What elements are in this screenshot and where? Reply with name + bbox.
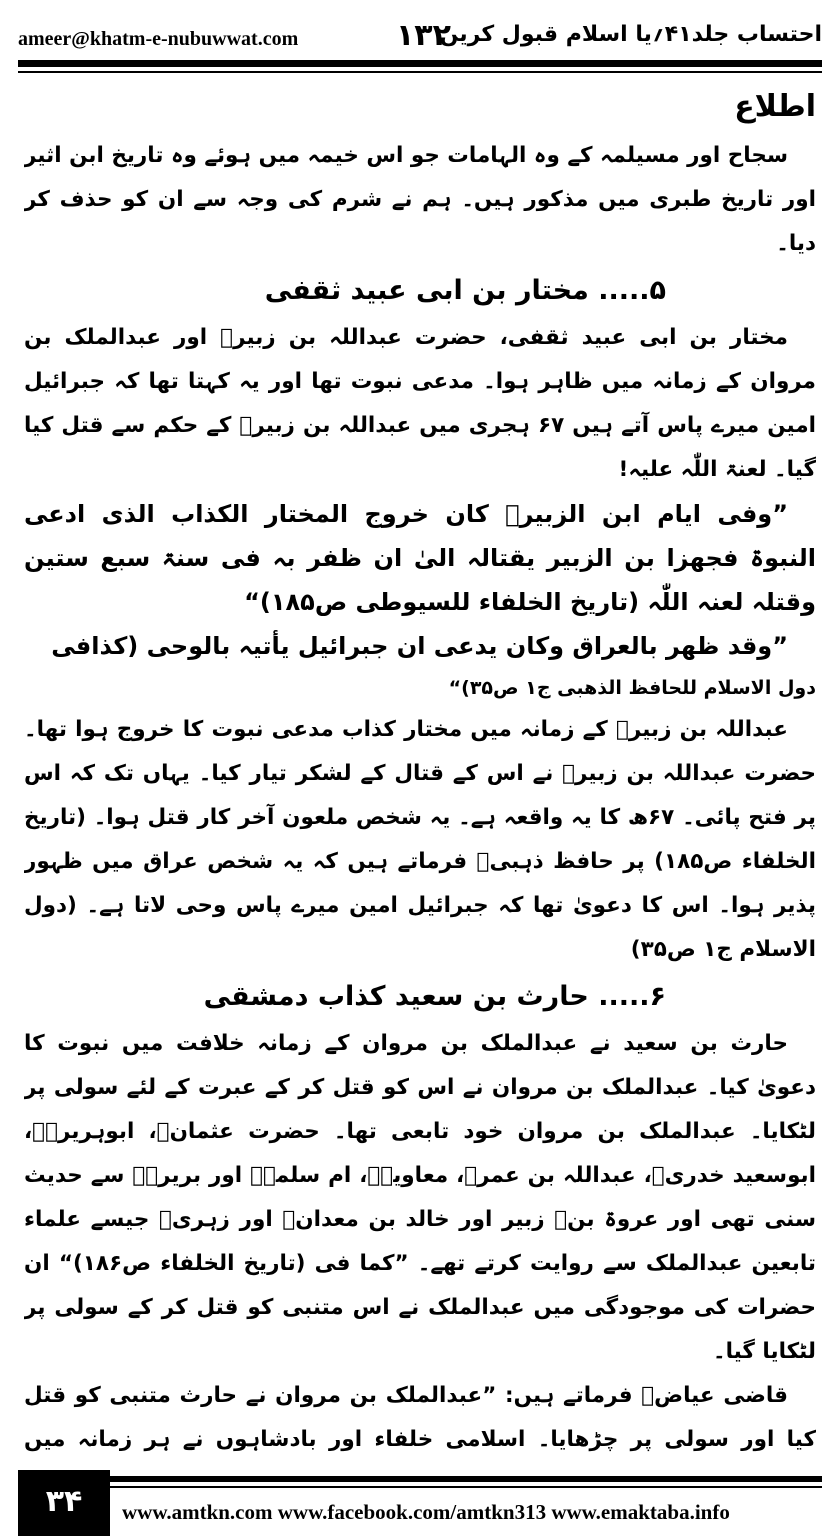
page-content bbox=[24, 80, 816, 1460]
footer-rule-thin bbox=[18, 1486, 822, 1488]
section-5-paragraph-2: عبداللہ بن زبیرؓ کے زمانہ میں مختار کذاب مدعی نبوت کا خروج ہوا تھا۔ حضرت عبداللہ بن زبیرؓ نے اس کے قتال کے لشکر تیار کیا۔ یہاں تک کہ اس پر فتح پائی۔ ۶۷ھ کا یہ واقعہ ہے۔ یہ شخص ملعون آخر کار قتل ہوا۔ (تاریخ الخلفاء ص۱۸۵) پر حافظ ذہبیؒ فرماتے ہیں کہ یہ شخص عراق میں ظہور پذیر ہوا۔ اس کا دعویٰ تھا کہ جبرائیل امین میرے پاس وحی لاتا ہے۔ (دول الاسلام ج۱ ص۳۵) bbox=[24, 717, 816, 962]
arabic-quote-2: ”وقد ظھر بالعراق وکان یدعی ان جبرائیل یأتیہ بالوحی (کذافی bbox=[51, 632, 788, 660]
header-rule-thin bbox=[18, 71, 822, 73]
heading-notice: اطلاع bbox=[734, 89, 816, 124]
footer-rule bbox=[18, 1476, 822, 1482]
section-5-paragraph-1: مختار بن ابی عبید ثقفی، حضرت عبداللہ بن زبیرؓ اور عبدالملک بن مروان کے زمانہ میں ظاہر ہوا۔ مدعی نبوت تھا اور یہ کہتا تھا کہ جبرائیل امین میرے پاس آتے ہیں ۶۷ ہجری میں عبداللہ بن زبیرؓ کے حکم سے قتل کیا گیا۔ لعنۃ اللّٰہ علیہ! bbox=[24, 325, 816, 482]
arabic-quote-2-citation: دول الاسلام للحافظ الذھبی ج۱ ص۳۵)“ bbox=[448, 677, 816, 699]
page-footer bbox=[18, 1470, 822, 1540]
header-rule bbox=[18, 60, 822, 67]
header-page-number: ۱۳۲ bbox=[396, 18, 451, 53]
header-book-title: احتساب جلد۴۱؍یا اسلام قبول کریں bbox=[439, 22, 822, 47]
notice-paragraph: سجاح اور مسیلمہ کے وہ الہامات جو اس خیمہ میں ہوئے وہ تاریخ ابن اثیر اور تاریخ طبری میں مذکور ہیں۔ ہم نے شرم کی وجہ سے ان کو حذف کر دیا۔ bbox=[24, 143, 816, 256]
section-6-paragraph-2: قاضی عیاضؒ فرماتے ہیں: ”عبدالملک بن مروان نے حارث متنبی کو قتل کیا اور سولی پر چڑھایا۔ اسلامی خلفاء اور بادشاہوں نے ہر زمانہ میں bbox=[24, 1383, 816, 1452]
section-6-paragraph-1: حارث بن سعید نے عبدالملک بن مروان کے زمانہ خلافت میں نبوت کا دعویٰ کیا۔ عبدالملک بن مروان نے اس کو قتل کر کے عبرت کے لئے سولی پر لٹکایا۔ عبدالملک بن مروان خود تابعی تھا۔ حضرت عثمانؓ، ابوہریرہؓ، ابوسعید خدریؓ، عبداللہ بن عمرؓ، معاویہؓ، ام سلمہؓ اور بریرہؓ سے حدیث سنی تھی اور عروۃ بنؓ زبیر اور خالد بن معدانؒ اور زہریؒ جیسے علماء تابعین عبدالملک سے روایت کرتے تھے۔ ”کما فی (تاریخ الخلفاء ص۱۸۶)“ ان حضرات کی موجودگی میں عبدالملک نے اس متنبی کو قتل کر کے سولی پر لٹکایا گیا۔ bbox=[24, 1031, 816, 1364]
footer-page-number: ۳۴ bbox=[18, 1470, 110, 1536]
header-email: ameer@khatm-e-nubuwwat.com bbox=[18, 28, 299, 50]
footer-links: www.amtkn.com www.facebook.com/amtkn313 www.emaktaba.info bbox=[122, 1500, 730, 1524]
section-6-heading: ۶..... حارث بن سعید کذاب دمشقی bbox=[203, 981, 666, 1012]
page-header bbox=[18, 14, 822, 54]
section-5-heading: ۵..... مختار بن ابی عبید ثقفی bbox=[264, 275, 666, 306]
arabic-quote-1: ”وفی ایام ابن الزبیرؓ کان خروج المختار الکذاب الذی ادعی النبوۃ فجھزا بن الزبیر یقتالہ الیٰ ان ظفر بہ فی سنۃ سبع ستین وقتلہ لعنہ اللّٰہ (تاریخ الخلفاء للسیوطی ص۱۸۵)“ bbox=[24, 500, 816, 616]
